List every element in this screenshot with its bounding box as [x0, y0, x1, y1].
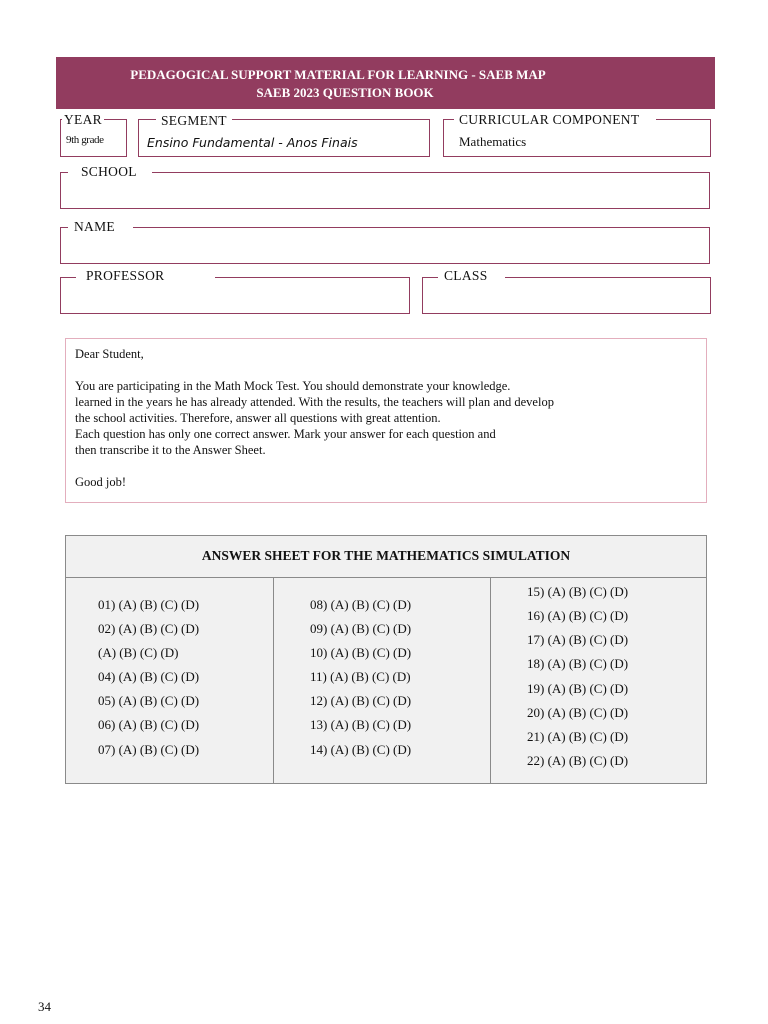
segment-value: Ensino Fundamental - Anos Finais [147, 135, 358, 150]
name-field[interactable] [60, 227, 710, 264]
letter-line: the school activities. Therefore, answer all questions with great attention. [75, 411, 441, 425]
segment-label: SEGMENT [156, 113, 232, 129]
answer-row[interactable]: 02) (A) (B) (C) (D) [98, 621, 200, 636]
answer-row[interactable]: 11) (A) (B) (C) (D) [310, 669, 411, 684]
answer-row[interactable]: 10) (A) (B) (C) (D) [310, 645, 412, 660]
name-label: NAME [68, 219, 133, 235]
answer-row[interactable]: 06) (A) (B) (C) (D) [98, 717, 200, 732]
instructions-box [65, 338, 707, 503]
letter-line: Each question has only one correct answer. Mark your answer for each question and [75, 427, 496, 441]
answer-row[interactable]: 12) (A) (B) (C) (D) [310, 693, 412, 708]
page-number: 34 [38, 999, 51, 1014]
year-value: 9th grade [66, 134, 104, 146]
answer-row[interactable]: 13) (A) (B) (C) (D) [310, 717, 412, 732]
letter-line: learned in the years he has already attended. With the results, the teachers will plan and develop [75, 395, 554, 409]
header-subtitle: SAEB 2023 QUESTION BOOK [256, 85, 434, 100]
answer-row[interactable]: 17) (A) (B) (C) (D) [527, 632, 629, 647]
answer-row[interactable]: (A) (B) (C) (D) [98, 645, 179, 660]
school-field[interactable] [60, 172, 710, 209]
letter-line: then transcribe it to the Answer Sheet. [75, 443, 266, 457]
answer-row[interactable]: 09) (A) (B) (C) (D) [310, 621, 412, 636]
school-label: SCHOOL [68, 164, 152, 180]
year-label: YEAR [64, 112, 102, 127]
answer-column-3 [491, 578, 706, 783]
answer-row[interactable]: 20) (A) (B) (C) (D) [527, 705, 629, 720]
curricular-component-value: Mathematics [459, 134, 527, 149]
letter-closing: Good job! [75, 475, 127, 489]
header-title: PEDAGOGICAL SUPPORT MATERIAL FOR LEARNING - SAEB MAP [130, 67, 546, 82]
header-banner [56, 57, 715, 109]
answer-row[interactable]: 21) (A) (B) (C) (D) [527, 729, 629, 744]
answer-sheet [65, 535, 707, 784]
curricular-component-label: CURRICULAR COMPONENT [454, 112, 656, 128]
answer-row[interactable]: 22) (A) (B) (C) (D) [527, 753, 629, 768]
answer-row[interactable]: 18) (A) (B) (C) (D) [527, 656, 629, 671]
answer-row[interactable]: 05) (A) (B) (C) (D) [98, 693, 200, 708]
professor-label: PROFESSOR [76, 268, 215, 284]
answer-row[interactable]: 15) (A) (B) (C) (D) [527, 584, 629, 599]
answer-row[interactable]: 04) (A) (B) (C) (D) [98, 669, 200, 684]
answer-sheet-title: ANSWER SHEET FOR THE MATHEMATICS SIMULATION [66, 536, 706, 578]
letter-line: You are participating in the Math Mock Test. You should demonstrate your knowledge. [75, 379, 511, 393]
class-label: CLASS [438, 268, 505, 284]
answer-column-1 [66, 578, 274, 783]
answer-row[interactable]: 16) (A) (B) (C) (D) [527, 608, 629, 623]
answer-row[interactable]: 19) (A) (B) (C) (D) [527, 681, 629, 696]
answer-row[interactable]: 01) (A) (B) (C) (D) [98, 597, 200, 612]
answer-row[interactable]: 07) (A) (B) (C) (D) [98, 742, 200, 757]
answer-row[interactable]: 14) (A) (B) (C) (D) [310, 742, 412, 757]
answer-row[interactable]: 08) (A) (B) (C) (D) [310, 597, 412, 612]
answer-column-2 [274, 578, 491, 783]
letter-greeting: Dear Student, [75, 347, 144, 361]
